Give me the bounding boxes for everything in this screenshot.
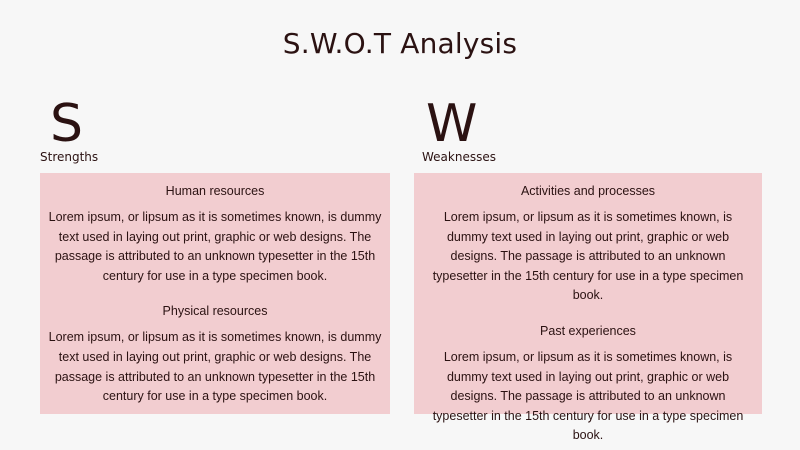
weaknesses-label: Weaknesses [422, 150, 496, 164]
weaknesses-section-past-experiences [422, 323, 754, 446]
strengths-section-human-resources [48, 183, 382, 286]
strengths-label: Strengths [40, 150, 99, 164]
section-title: Human resources [165, 184, 265, 198]
weaknesses-panel [414, 173, 762, 443]
page-title: S.W.O.T Analysis [282, 27, 518, 60]
section-text: Lorem ipsum, or lipsum as it is sometimes known, is dummy text used in laying out print, graphic or web designs. The passage is attributed to an unknown typesetter in the 15th century for use in a type specimen book. [48, 330, 382, 404]
section-title: Activities and processes [520, 184, 656, 198]
weaknesses-letter: W [426, 94, 478, 154]
section-title: Past experiences [540, 323, 636, 338]
section-text: Lorem ipsum, or lipsum as it is sometimes known, is dummy text used in laying out print, graphic or web designs. The passage is attributed to an unknown typesetter in the 15th century for use in a type specimen book. [432, 210, 744, 303]
strengths-panel [40, 173, 390, 414]
section-text: Lorem ipsum, or lipsum as it is sometimes known, is dummy text used in laying out print, graphic or web designs. The passage is attributed to an unknown typesetter in the 15th century for use in a type specimen book. [48, 210, 382, 283]
section-title: Physical resources [162, 304, 268, 319]
section-text: Lorem ipsum, or lipsum as it is sometimes known, is dummy text used in laying out print, graphic or web designs. The passage is attributed to an unknown typesetter in the 15th century for use in a type specimen book. [432, 349, 744, 443]
strengths-section-physical-resources [48, 303, 382, 406]
strengths-letter: S [50, 94, 84, 154]
weaknesses-section-activities-processes [422, 183, 754, 306]
